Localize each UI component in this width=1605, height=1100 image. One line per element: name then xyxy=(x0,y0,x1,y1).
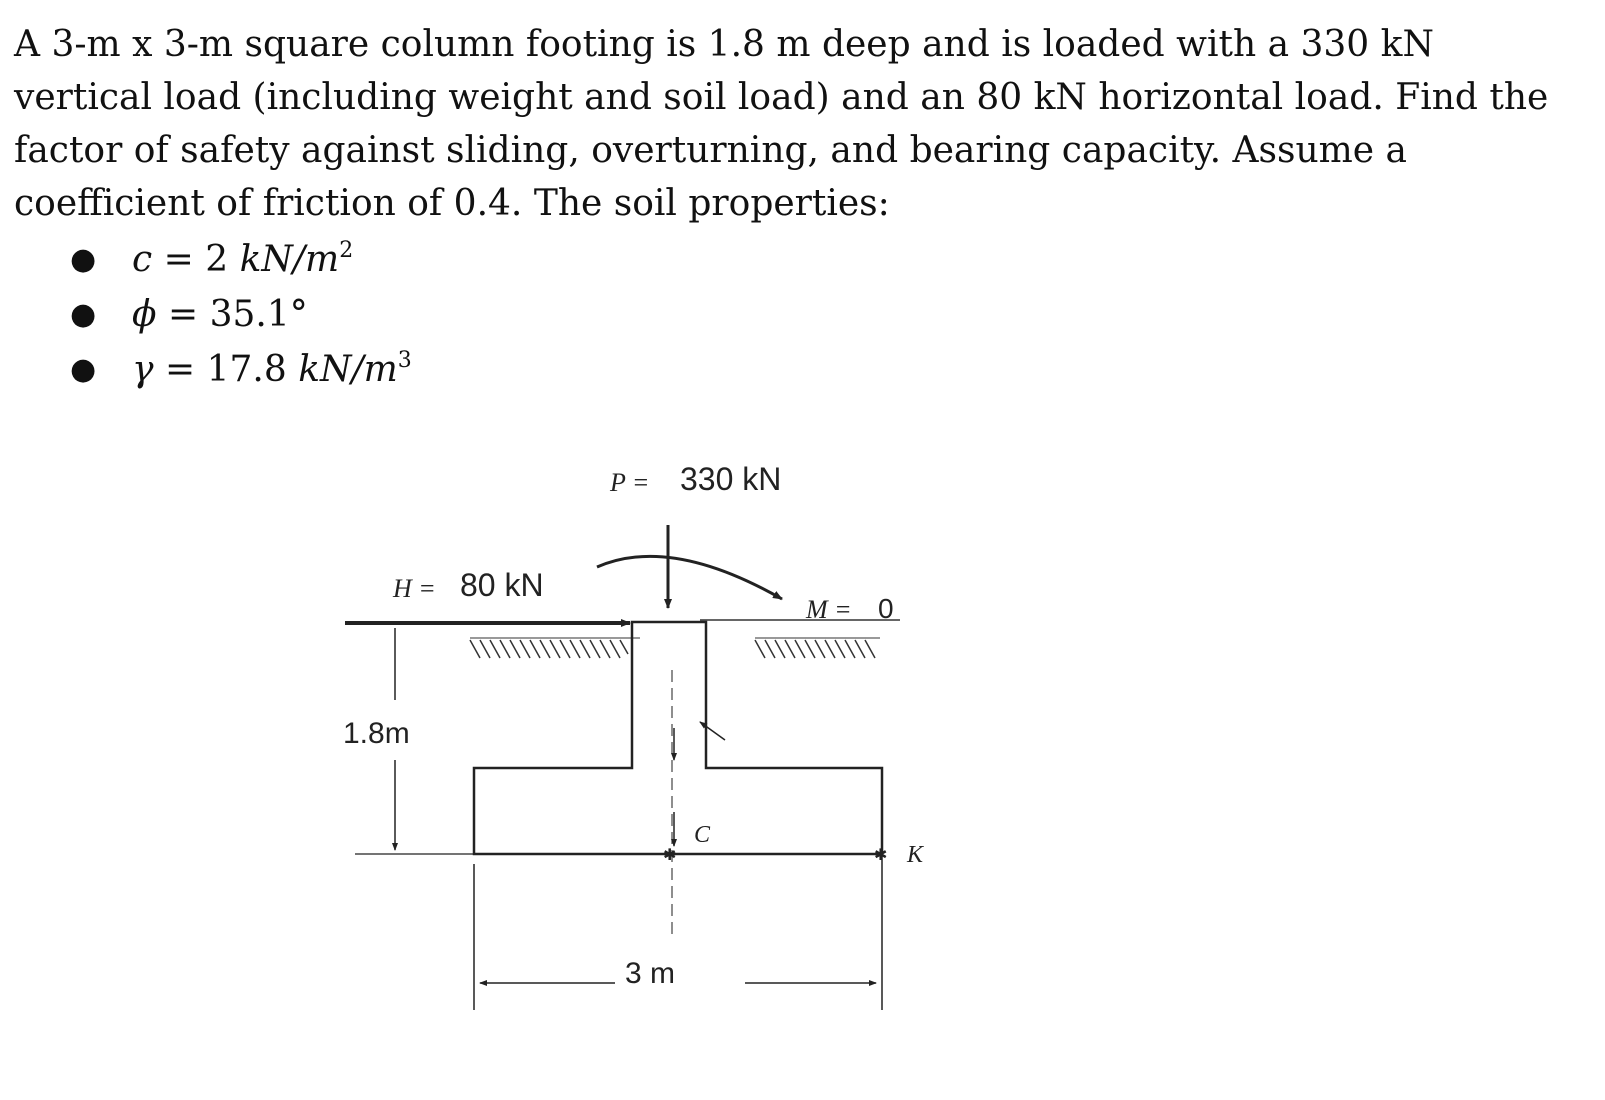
m-label: M = xyxy=(806,595,852,624)
cohesion-exponent: 2 xyxy=(339,238,354,263)
friction-angle-symbol: ϕ xyxy=(132,294,157,335)
point-c-marker: ✱ xyxy=(663,845,677,864)
ground-hatch-right xyxy=(700,620,900,658)
unit-weight-unit: kN/m xyxy=(298,349,398,390)
unit-weight-equals: = xyxy=(164,349,196,390)
bullet-icon: ● xyxy=(70,352,97,387)
unit-weight-value: 17.8 xyxy=(206,349,287,390)
ground-hatch-left xyxy=(470,638,640,658)
m-value: 0 xyxy=(878,593,894,624)
bullet-icon: ● xyxy=(70,297,97,332)
cohesion-equals: = xyxy=(163,239,194,280)
problem-text: A 3-m x 3-m square column footing is 1.8 m deep and is loaded with a 330 kN vertical load (including weight and soil load) and an 80 kN horizontal load. Find the factor of safety against sliding, overturning, and bearing capacity. Assume a coefficient of friction of 0.4. The soil properties: xyxy=(14,24,1549,224)
h-label: H = xyxy=(393,574,436,603)
friction-angle-equals: = xyxy=(168,294,199,335)
cohesion-symbol: c xyxy=(132,239,153,280)
friction-angle-value: 35.1° xyxy=(209,294,308,335)
depth-label: 1.8m xyxy=(343,717,410,750)
unit-weight-exponent: 3 xyxy=(397,348,412,373)
bullet-icon: ● xyxy=(70,242,97,277)
p-label: P = xyxy=(610,468,650,497)
k-label: K xyxy=(907,842,924,868)
c-label: C xyxy=(694,822,711,848)
p-value: 330 kN xyxy=(680,461,782,497)
moment-arc xyxy=(597,556,782,599)
cohesion-unit: kN/m xyxy=(239,239,340,280)
width-label: 3 m xyxy=(625,957,676,990)
cohesion-value: 2 xyxy=(205,239,229,280)
footing-outline xyxy=(474,622,882,854)
point-k-marker: ✱ xyxy=(874,845,888,864)
unit-weight-symbol: γ xyxy=(132,349,154,390)
inner-arrow-diagonal xyxy=(700,722,725,740)
h-value: 80 kN xyxy=(460,567,544,603)
